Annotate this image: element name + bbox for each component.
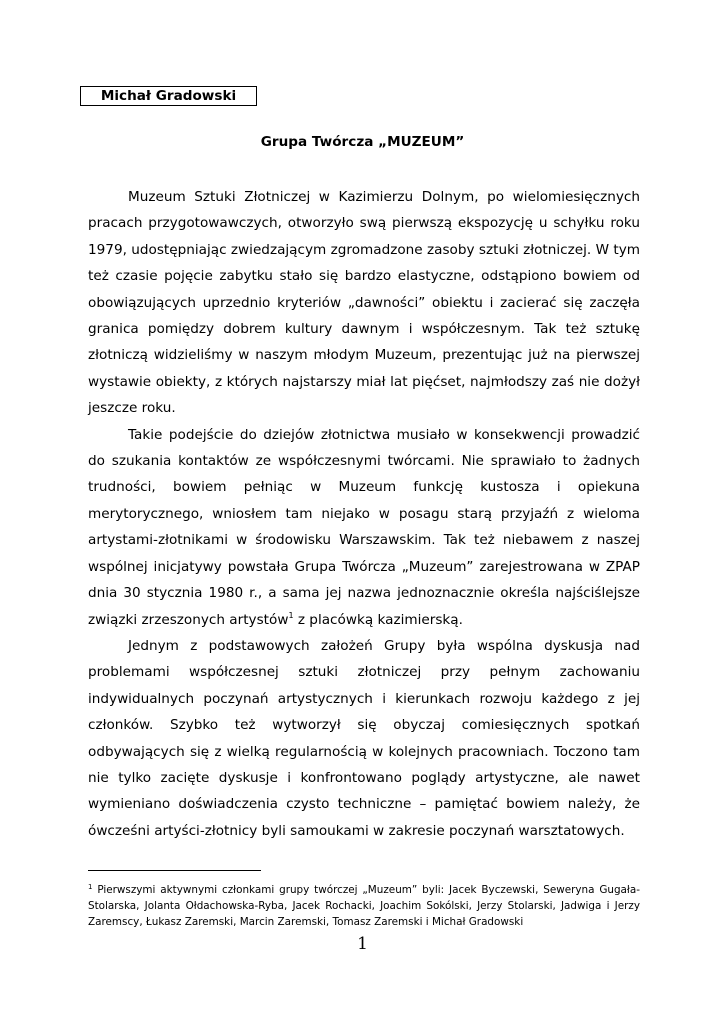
page-number: 1 <box>357 934 368 954</box>
paragraph-2-text-after: z placówką kazimierską. <box>293 611 463 628</box>
paragraph-3: Jednym z podstawowych założeń Grupy była wspólna dyskusja nad problemami współczesnej sztuki złotniczej przy pełnym zachowaniu indywidualnych poczynań artystycznych i kierunkach rozwoju każdego z jej członków. Szybko też wytworzył się obyczaj comiesięcznych spotkań odbywających się z wielką regularnością w kolejnych pracowniach. Toczono tam nie tylko zacięte dyskusje i konfrontowano poglądy artystyczne, ale nawet wymieniano doświadczenia czysto techniczne – pamiętać bowiem należy, że ówcześni artyści-złotnicy byli samoukami w zakresie poczynań warsztatowych. <box>88 637 640 839</box>
article-title-text: Grupa Twórcza „MUZEUM” <box>260 134 465 150</box>
paragraph-2-text-before: Takie podejście do dziejów złotnictwa musiało w konsekwencji prowadzić do szukania kontaktów ze współczesnymi twórcami. Nie sprawiało to żadnych trudności, bowiem pełniąc w Muzeum funkcję kustosza i opiekuna merytorycznego, wniosłem tam niejako w posagu starą przyjaźń z wieloma artystami-złotnikami w środowisku Warszawskim. Tak też niebawem z naszej wspólnej inicjatywy powstała Grupa Twórcza „Muzeum” zarejestrowana w ZPAP dnia 30 stycznia 1980 r., a sama jej nazwa jednoznacznie określa najściślejsze związki zrzeszonych artystów <box>88 426 640 628</box>
article-title <box>0 134 725 150</box>
author-name: Michał Gradowski <box>100 88 237 104</box>
footnote-reference[interactable]: 1 <box>288 610 294 620</box>
footnote-text: Pierwszymi aktywnymi członkami grupy twórczej „Muzeum” byli: Jacek Byczewski, Seweryna Gugała-Stolarska, Jolanta Ołdachowska-Ryba, Jacek Rochacki, Joachim Sokólski, Jerzy Stolarski, Jadwiga i Jerzy Zaremscy, Łukasz Zaremski, Marcin Zaremski, Tomasz Zaremski i Michał Gradowski <box>88 884 640 928</box>
footnote-separator <box>88 870 261 871</box>
footnote <box>88 882 640 930</box>
article-body <box>88 184 640 844</box>
paragraph-2 <box>88 422 640 633</box>
footnote-number: 1 <box>88 883 93 891</box>
author-name-box <box>80 86 257 106</box>
paragraph-1: Muzeum Sztuki Złotniczej w Kazimierzu Dolnym, po wielomiesięcznych pracach przygotowawczych, otworzyło swą pierwszą ekspozycję u schyłku roku 1979, udostępniając zwiedzającym zgromadzone zasoby sztuki złotniczej. W tym też czasie pojęcie zabytku stało się bardzo elastyczne, odstąpiono bowiem od obowiązujących uprzednio kryteriów „dawności” obiektu i zacierać się zaczęła granica pomiędzy dobrem kultury dawnym i współczesnym. Tak też sztukę złotniczą widzieliśmy w naszym młodym Muzeum, prezentując już na pierwszej wystawie obiekty, z których najstarszy miał lat pięćset, najmłodszy zaś nie dożył jeszcze roku. <box>88 189 640 417</box>
